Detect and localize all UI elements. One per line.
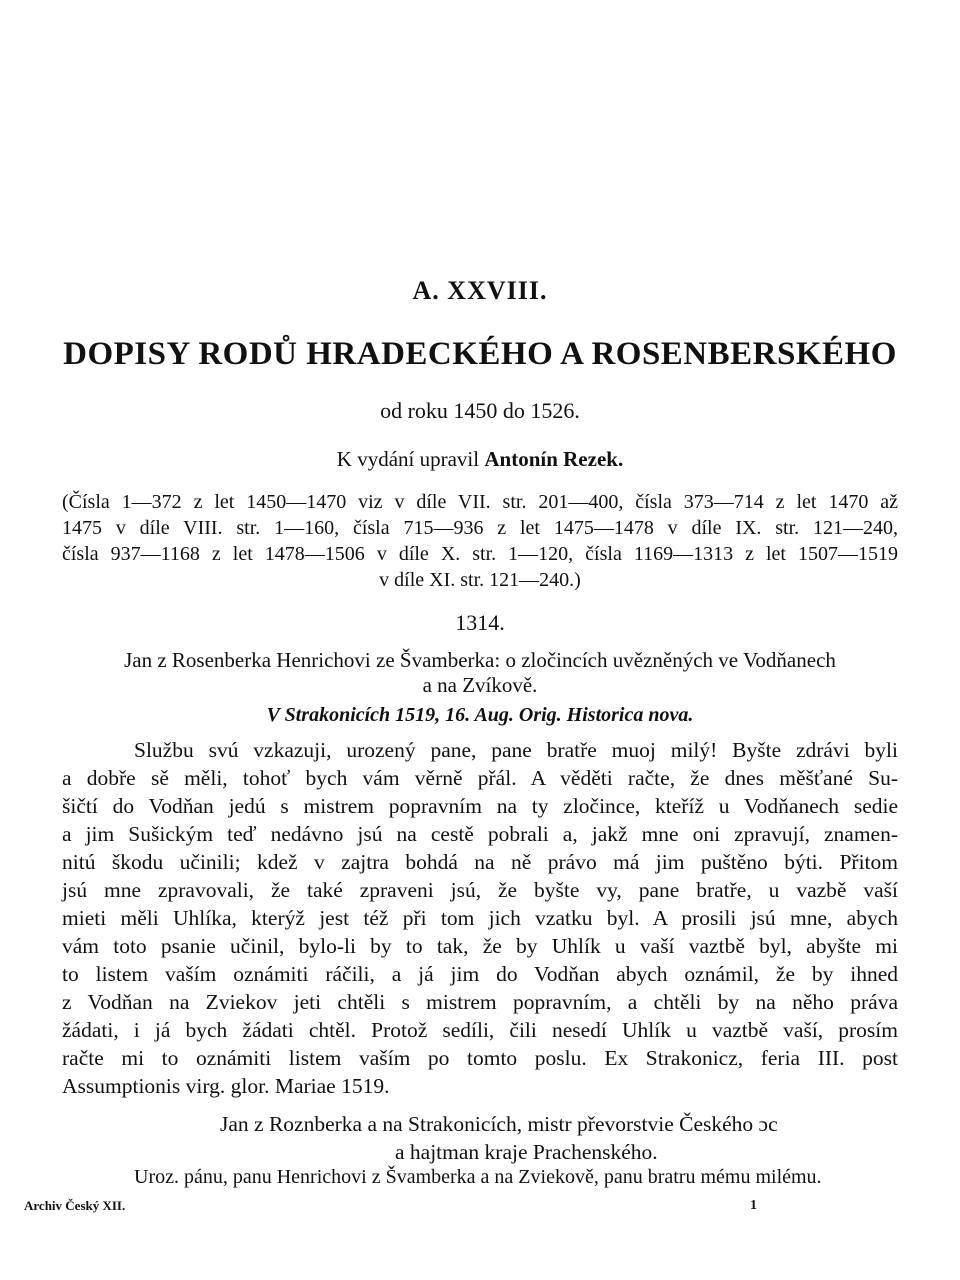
address-line: Uroz. pánu, panu Henrichovi z Švamberka a na Zviekově, panu bratru mému milému.: [134, 1166, 822, 1188]
editor-name: Antonín Rezek.: [484, 447, 624, 471]
document-page: [62, 0, 898, 1280]
page-number: 1: [750, 1198, 757, 1213]
note-line: 1475 v díle VIII. str. 1—160, čísla 715—936 z let 1475—1478 v díle IX. str. 121—240,: [62, 517, 898, 539]
body-line: vám toto psanie učinil, bylo-li by to tak, že by Uhlík u vaší vaztbě byl, abyšte mi: [62, 934, 898, 958]
signature-line: a hajtman kraje Prachenského.: [395, 1140, 658, 1164]
year-range: od roku 1450 do 1526.: [380, 398, 580, 423]
body-line: Assumptionis virg. glor. Mariae 1519.: [62, 1074, 390, 1098]
body-line: šičtí do Vodňan jedú s mistrem popravním na ty zločince, kteříž u Vodňanech sedie: [62, 794, 898, 818]
body-line: jsú mne zpravovali, že také zpraveni jsú, že byšte vy, pane bratře, u vazbě vaší: [62, 878, 898, 902]
series-heading: A. XXVIII.: [412, 276, 548, 305]
body-line: nitú škodu učinili; kdež v zajtra bohdá na ně právo má jim puštěno býti. Přitom: [62, 850, 898, 874]
note-line: čísla 937—1168 z let 1478—1506 v díle X. str. 1—120, čísla 1169—1313 z let 1507—1519: [62, 543, 898, 565]
body-line: mieti měli Uhlíka, kterýž jest též při tom jich vzatku byl. A prosili jsú mne, abych: [62, 906, 898, 930]
subject-line: a na Zvíkově.: [422, 673, 538, 697]
body-line: a jim Sušickým teď nedávno jsú na cestě pobrali a, jakž mne oni zpravují, znamen-: [62, 822, 898, 846]
footer-volume-label: Archiv Český XII.: [24, 1198, 126, 1213]
subject-line: Jan z Rosenberka Henrichovi ze Švamberka: o zločincích uvězněných ve Vodňanech: [124, 648, 836, 672]
document-number: 1314.: [455, 610, 505, 635]
document-title: DOPISY RODŮ HRADECKÉHO A ROSENBERSKÉHO: [63, 336, 897, 372]
body-line: z Vodňan na Zviekov jeti chtěli s mistrem popravním, a chtěli by na něho práva: [62, 990, 898, 1014]
body-line: a dobře sě měli, tohoť bych vám věrně přál. A věděti račte, že dnes měšťané Su-: [62, 766, 898, 790]
editor-prefix: K vydání upravil: [336, 447, 485, 471]
body-line: žádati, i já bych žádati chtěl. Protož sedíli, čili nesedí Uhlík u vaztbě vaší, prosím: [62, 1018, 898, 1042]
note-line: (Čísla 1—372 z let 1450—1470 viz v díle VII. str. 201—400, čísla 373—714 z let 1470 až: [62, 491, 898, 513]
body-line: to listem vaším oznámiti ráčili, a já jim do Vodňan abych oznámil, že by ihned: [62, 962, 898, 986]
body-line: račte mi to oznámiti listem vaším po tomto poslu. Ex Strakonicz, feria III. post: [62, 1046, 898, 1070]
dateline: V Strakonicích 1519, 16. Aug. Orig. Historica nova.: [266, 704, 694, 726]
body-line: Službu svú vzkazuji, urozený pane, pane bratře muoj milý! Byšte zdrávi byli: [134, 738, 898, 762]
signature-line: Jan z Roznberka a na Strakonicích, mistr převorstvie Českého ɔc: [220, 1112, 778, 1136]
note-line: v díle XI. str. 121—240.): [379, 569, 581, 591]
editor-line: [62, 447, 898, 472]
